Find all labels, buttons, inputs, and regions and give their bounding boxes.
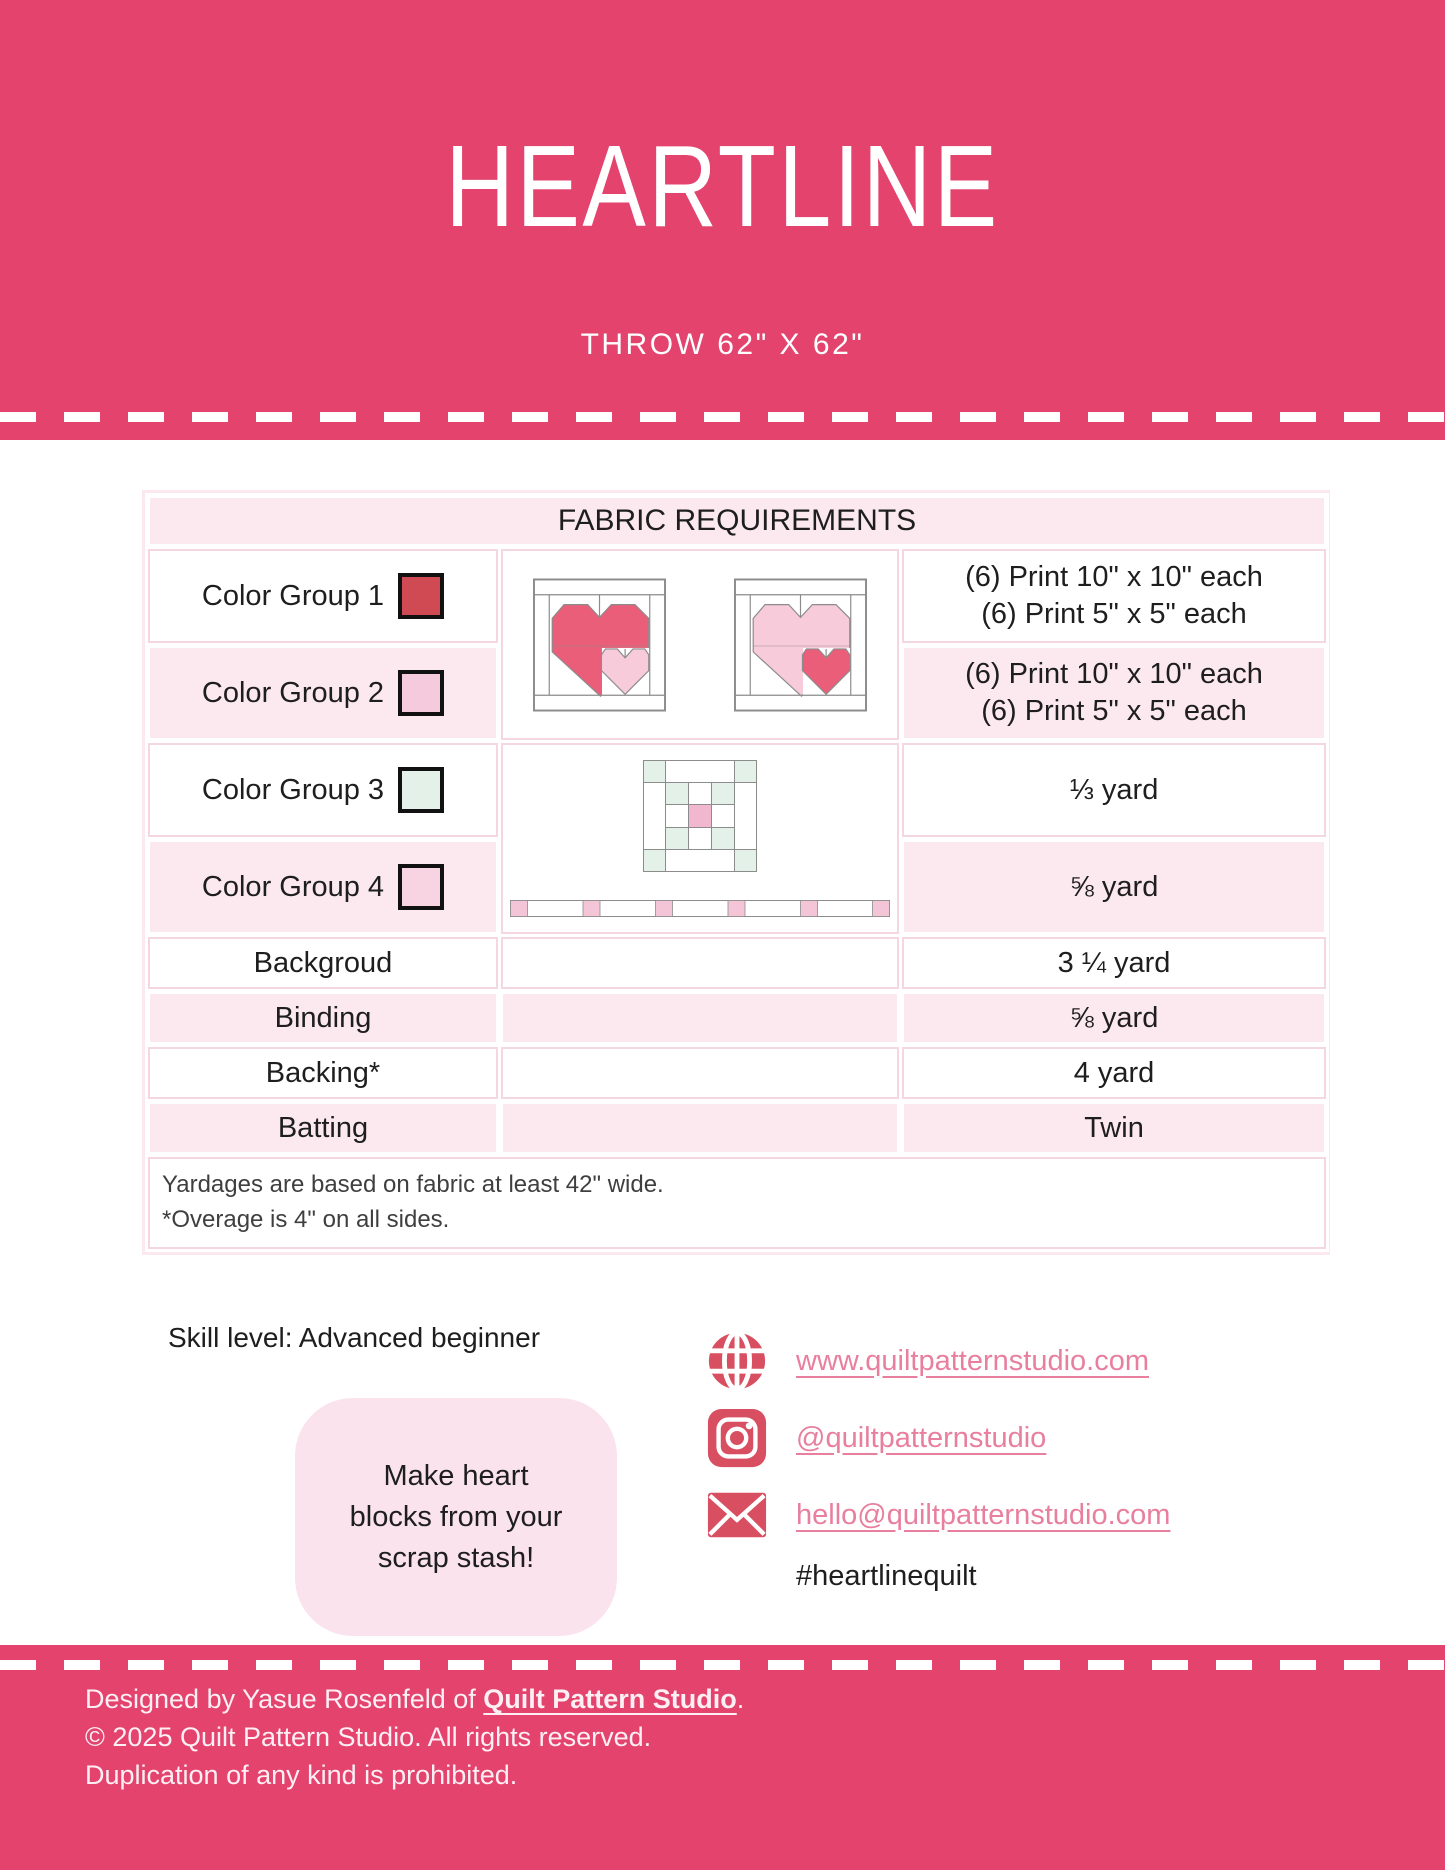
studio-link[interactable]: Quilt Pattern Studio bbox=[483, 1684, 737, 1714]
skill-level-text: Skill level: Advanced beginner bbox=[168, 1322, 541, 1353]
sashing-strip-image bbox=[510, 900, 890, 917]
yardage: (6) Print 10" x 10" each bbox=[965, 658, 1263, 690]
color-swatch-1 bbox=[398, 573, 444, 619]
row-label: Backing* bbox=[265, 1056, 381, 1089]
instagram-link[interactable]: @quiltpatternstudio bbox=[796, 1421, 1047, 1454]
table-row bbox=[148, 1102, 1326, 1154]
heart-block-light-image bbox=[732, 578, 869, 712]
email-row bbox=[706, 1484, 1170, 1546]
yardage: Twin bbox=[1084, 1111, 1144, 1144]
yardage: (6) Print 5" x 5" each bbox=[981, 598, 1247, 630]
row-label: Color Group 4 bbox=[201, 870, 385, 903]
yardage: (6) Print 10" x 10" each bbox=[965, 561, 1263, 593]
footer-text bbox=[85, 1680, 744, 1794]
instagram-icon bbox=[706, 1407, 768, 1469]
footer-line-3: Duplication of any kind is prohibited. bbox=[85, 1760, 518, 1790]
table-note-line2: *Overage is 4" on all sides. bbox=[162, 1206, 450, 1233]
table-row bbox=[148, 1047, 1326, 1099]
row-label: Backgroud bbox=[253, 946, 393, 979]
email-icon bbox=[706, 1484, 768, 1546]
yardage: (6) Print 5" x 5" each bbox=[981, 695, 1247, 727]
yardage: ⅝ yard bbox=[1069, 870, 1159, 903]
globe-icon bbox=[706, 1330, 768, 1392]
website-link[interactable]: www.quiltpatternstudio.com bbox=[796, 1344, 1149, 1377]
yardage: 4 yard bbox=[1073, 1056, 1155, 1089]
header-band bbox=[0, 0, 1445, 440]
page-subtitle: THROW 62" X 62" bbox=[580, 328, 865, 361]
row-label: Color Group 1 bbox=[201, 579, 385, 612]
tip-bubble-line: Make heart bbox=[383, 1459, 529, 1492]
row-label: Binding bbox=[274, 1001, 372, 1034]
row-label: Color Group 3 bbox=[201, 773, 385, 806]
page-title: HEARTLINE bbox=[445, 121, 1000, 251]
email-link[interactable]: hello@quiltpatternstudio.com bbox=[796, 1498, 1171, 1531]
table-row bbox=[148, 937, 1326, 989]
tip-bubble bbox=[295, 1398, 617, 1636]
hashtag-text: #heartlinequilt bbox=[796, 1560, 977, 1592]
color-swatch-3 bbox=[398, 767, 444, 813]
table-title: FABRIC REQUIREMENTS bbox=[148, 496, 1326, 546]
row-label: Batting bbox=[277, 1111, 369, 1144]
footer-line-2: © 2025 Quilt Pattern Studio. All rights reserved. bbox=[85, 1722, 652, 1752]
cornerstone-block-image bbox=[643, 760, 757, 872]
fabric-requirements-table bbox=[142, 490, 1330, 1255]
tip-bubble-line: scrap stash! bbox=[377, 1541, 535, 1574]
instagram-row bbox=[706, 1407, 1170, 1469]
tip-bubble-line: blocks from your bbox=[349, 1500, 563, 1533]
heart-block-dark-image bbox=[531, 578, 668, 712]
row-label: Color Group 2 bbox=[201, 676, 385, 709]
yardage: ⅝ yard bbox=[1069, 1001, 1159, 1034]
color-swatch-2 bbox=[398, 670, 444, 716]
yardage: ⅓ yard bbox=[1069, 773, 1159, 806]
yardage: 3 ¼ yard bbox=[1057, 946, 1171, 979]
table-row bbox=[148, 549, 1326, 643]
table-note-line1: Yardages are based on fabric at least 42" wide. bbox=[162, 1171, 664, 1199]
website-row bbox=[706, 1330, 1170, 1392]
footer-line-1: Designed by Yasue Rosenfeld of Quilt Pattern Studio. bbox=[85, 1684, 745, 1714]
stitch-divider-bottom bbox=[0, 1660, 1445, 1670]
contact-links bbox=[706, 1330, 1170, 1546]
table-row bbox=[148, 992, 1326, 1044]
table-row bbox=[148, 743, 1326, 837]
color-swatch-4 bbox=[398, 864, 444, 910]
stitch-divider-top bbox=[0, 412, 1445, 422]
